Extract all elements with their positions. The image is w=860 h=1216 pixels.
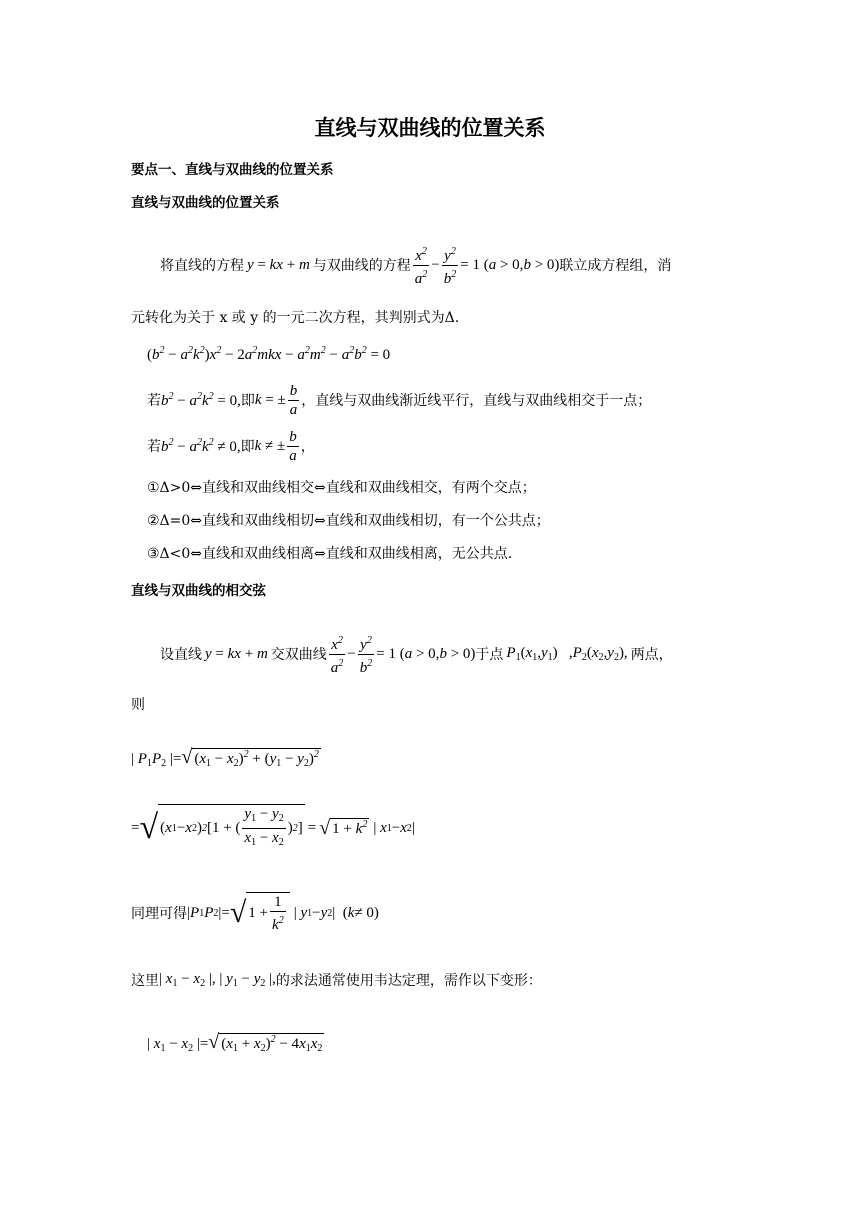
para1-line1 [160, 240, 671, 290]
text-span: 的求法通常使用韦达定理，需作以下变形： [275, 973, 542, 989]
formula-hyperbola: $\frac{x^2}{a^2}$ − $\frac{y^2}{b^2}$ = 1 (a > 0,b > 0) [327, 632, 476, 677]
formula-line: y = kx + m [205, 645, 268, 662]
text-span: ，直线与双曲线渐近线平行，直线与双曲线相交于一点； [301, 393, 652, 409]
chord-length-formula: | $P_1P_2$ |=√ $(x_1 - x_2)^2 + (y_1 - y_2)^2$ [131, 746, 319, 769]
formula-slope: k ≠ ± $\frac{b}{a}$ [254, 428, 297, 464]
text-span: 若 [147, 393, 161, 409]
condition-parallel [147, 379, 651, 421]
formula-y-chord: | P 1 P 2 |= √ 1 + $\frac{1}{k^2}$ | y 1 − y 2 | ( k ≠ 0) [187, 894, 379, 933]
text-span: 交双曲线 [270, 647, 327, 663]
text-span: 若 [147, 439, 161, 455]
text-span: 同理可得 [131, 906, 187, 922]
vieta-formula: | $x_1 - x_2$ |=√ $(x_1 + x_2)^2 - 4x_1x_2$ [147, 1031, 323, 1054]
text-span: 即 [240, 393, 255, 409]
text-span: 这里 [131, 973, 159, 989]
para1-line2: 元转化为关于 x 或 y 的一元二次方程，其判别式为Δ. [131, 310, 460, 326]
text-span: ， [300, 439, 315, 455]
formula-slope: k = ± $\frac{b}{a}$ [254, 382, 298, 418]
chord-length-y-formula [131, 888, 379, 938]
text-span: 即 [240, 439, 255, 455]
formula-condition: $b^2 - a^2k^2 \ne 0$, [161, 436, 241, 455]
formula-hyperbola: $\frac{x^2}{a^2}$ − $\frac{y^2}{b^2}$ = 1 (a > 0,b > 0) [411, 243, 560, 288]
formula-condition: $b^2 - a^2k^2 = 0$, [161, 390, 241, 409]
subsection-heading-position: 直线与双曲线的位置关系 [131, 195, 280, 211]
formula-line: y = kx + m [247, 256, 310, 273]
para2-line2: 则 [131, 697, 145, 713]
text-span: 两点， [630, 647, 673, 663]
text-span: 将直线的方程 [160, 258, 244, 274]
chord-length-expansion: = √ ( x 1 − x 2 ) 2 [1 + ( $\frac{y_1 - y_2}{x_1 - x_2}$ ) 2 ] = √ $1 + k^2$ | x 1 − x 2 | [131, 800, 415, 856]
subsection-heading-chord: 直线与双曲线的相交弦 [131, 583, 266, 599]
quadratic-equation: $(b^2 - a^2k^2)x^2 - 2a^2mkx - a^2m^2 - a^2b^2 = 0$ [147, 345, 391, 363]
vieta-note [131, 970, 542, 990]
case-tangent: ②Δ=0⇔直线和双曲线相切⇔直线和双曲线相切，有一个公共点； [147, 513, 550, 529]
text-span: 与双曲线的方程 [312, 258, 411, 274]
text-span: 设直线 [160, 647, 202, 663]
para2-line1 [160, 629, 673, 679]
text-span: 于点 [475, 647, 504, 663]
case-intersect: ①Δ>0⇔直线和双曲线相交⇔直线和双曲线相交，有两个交点； [147, 480, 536, 496]
condition-not-parallel [147, 425, 315, 467]
formula-points: $P_1(x_1,y_1)$ $,P_2(x_2,y_2)$, [506, 645, 628, 663]
case-separate: ③Δ<0⇔直线和双曲线相离⇔直线和双曲线相离，无公共点. [147, 546, 513, 562]
text-span: 联立成方程组，消 [559, 258, 672, 274]
page-title: 直线与双曲线的位置关系 [314, 116, 546, 140]
formula-abs-diffs: | $x_1 - x_2$ |, | $y_1 - y_2$ |, [159, 971, 276, 989]
section-heading-1: 要点一、直线与双曲线的位置关系 [131, 162, 334, 178]
